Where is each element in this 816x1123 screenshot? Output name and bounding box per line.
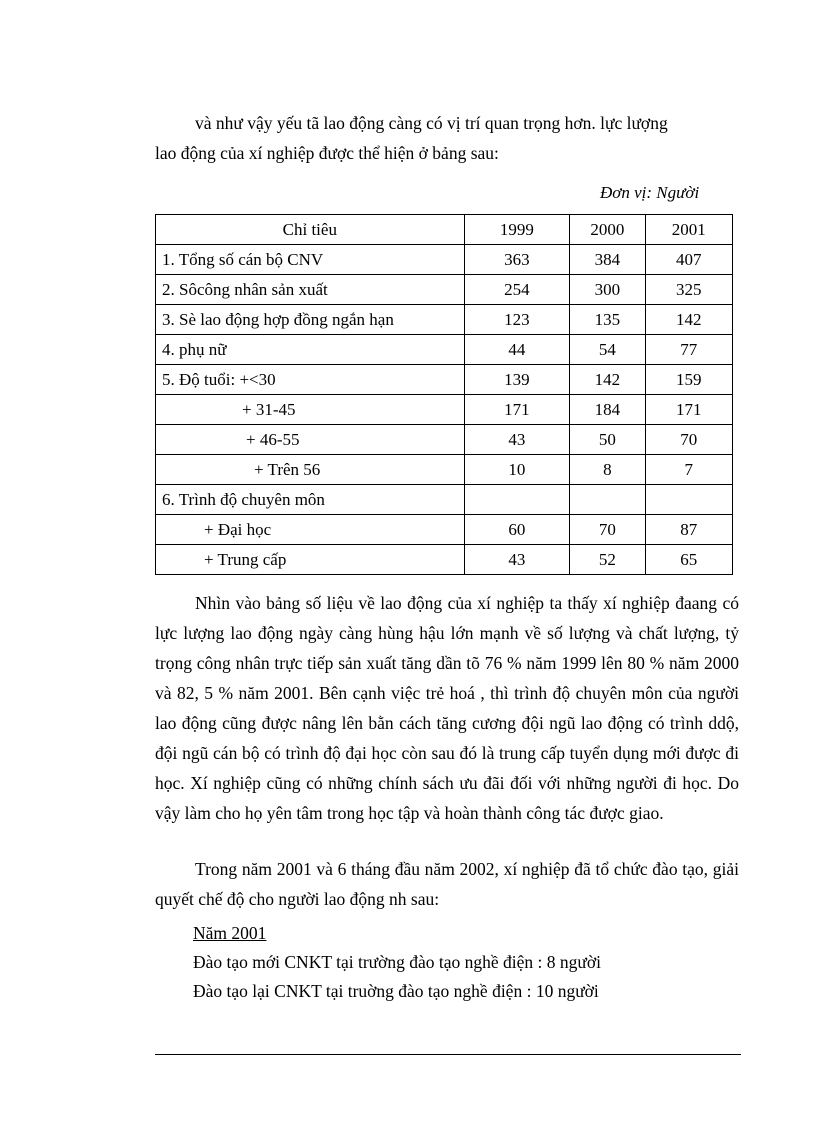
table-row xyxy=(156,245,733,275)
row-value-2001: 171 xyxy=(645,395,732,425)
footer-rule xyxy=(155,1054,741,1055)
row-value-2000: 54 xyxy=(570,335,645,365)
table-body xyxy=(156,245,733,575)
row-value-1999: 43 xyxy=(464,545,570,575)
table-header-row xyxy=(156,215,733,245)
row-value-2001: 7 xyxy=(645,455,732,485)
table-row xyxy=(156,395,733,425)
header-year-1999: 1999 xyxy=(464,215,570,245)
table-row xyxy=(156,425,733,455)
row-value-1999: 44 xyxy=(464,335,570,365)
row-label: + 31-45 xyxy=(156,395,465,425)
row-value-2001: 65 xyxy=(645,545,732,575)
table-row xyxy=(156,515,733,545)
row-value-1999: 171 xyxy=(464,395,570,425)
row-label: + Trung cấp xyxy=(156,545,465,575)
training-item-1: Đào tạo mới CNKT tại trường đào tạo nghề điện : 8 người xyxy=(193,952,602,972)
row-label: 5. Độ tuổi: +<30 xyxy=(156,365,465,395)
row-value-2000: 184 xyxy=(570,395,645,425)
table-row xyxy=(156,305,733,335)
row-value-2000: 300 xyxy=(570,275,645,305)
row-label: 4. phụ nữ xyxy=(156,335,465,365)
row-value-2001: 142 xyxy=(645,305,732,335)
analysis-paragraph xyxy=(155,588,739,828)
row-value-2000: 135 xyxy=(570,305,645,335)
row-label: + Trên 56 xyxy=(156,455,465,485)
table-row xyxy=(156,335,733,365)
row-value-2001: 159 xyxy=(645,365,732,395)
training-paragraph xyxy=(155,854,739,914)
table-row xyxy=(156,275,733,305)
row-value-2000: 142 xyxy=(570,365,645,395)
header-label: Chỉ tiêu xyxy=(156,215,465,245)
row-value-2000: 384 xyxy=(570,245,645,275)
table-row xyxy=(156,455,733,485)
table-row xyxy=(156,545,733,575)
header-year-2000: 2000 xyxy=(570,215,645,245)
row-label: 3. Sè lao động hợp đồng ngắn hạn xyxy=(156,305,465,335)
row-value-2000 xyxy=(570,485,645,515)
year-heading: Năm 2001 xyxy=(193,923,267,943)
training-text: Trong năm 2001 và 6 tháng đầu năm 2002, xí nghiệp đã tổ chức đào tạo, giải quyết chế độ cho người lao động nh sau: xyxy=(155,859,739,909)
header-year-2001: 2001 xyxy=(645,215,732,245)
row-label: 6. Trình độ chuyên môn xyxy=(156,485,465,515)
table-row xyxy=(156,365,733,395)
row-label: + 46-55 xyxy=(156,425,465,455)
row-value-2001: 407 xyxy=(645,245,732,275)
labor-table xyxy=(155,214,733,575)
intro-paragraph xyxy=(155,108,739,168)
row-value-2000: 70 xyxy=(570,515,645,545)
row-label: 1. Tổng số cán bộ CNV xyxy=(156,245,465,275)
row-value-1999: 60 xyxy=(464,515,570,545)
row-value-1999: 10 xyxy=(464,455,570,485)
analysis-text: Nhìn vào bảng số liệu về lao động của xí nghiệp ta thấy xí nghiệp đaang có lực lượng lao động ngày càng hùng hậu lớn mạnh về số lượng và chất lượng, tỷ trọng công nhân trực tiếp sản xuất tăng dần tõ 76 % năm 1999 lên 80 % năm 2000 và 82, 5 % năm 2001. Bên cạnh việc trẻ hoá , thì trình độ chuyên môn của người lao động cũng được nâng lên bằn cách tăng cương đội ngũ lao động có trình ddộ, đội ngũ cán bộ có trình độ đại học còn sau đó là trung cấp tuyển dụng mới được đi học. Xí nghiệp cũng có những chính sách ưu đãi đối với những người đi học. Do vậy làm cho họ yên tâm trong học tập và hoàn thành công tác được giao. xyxy=(155,593,739,823)
row-label: + Đại học xyxy=(156,515,465,545)
row-value-1999: 254 xyxy=(464,275,570,305)
row-value-1999: 363 xyxy=(464,245,570,275)
row-value-2001: 325 xyxy=(645,275,732,305)
intro-line-2: lao động của xí nghiệp được thể hiện ở bảng sau: xyxy=(155,143,499,163)
row-value-2001: 87 xyxy=(645,515,732,545)
row-value-2000: 52 xyxy=(570,545,645,575)
table-row xyxy=(156,485,733,515)
row-value-1999: 123 xyxy=(464,305,570,335)
row-value-2000: 50 xyxy=(570,425,645,455)
row-value-2001: 77 xyxy=(645,335,732,365)
row-value-2001 xyxy=(645,485,732,515)
row-value-1999 xyxy=(464,485,570,515)
unit-label: Đơn vị: Người xyxy=(600,183,700,202)
training-list xyxy=(193,919,601,1006)
row-value-1999: 43 xyxy=(464,425,570,455)
row-value-1999: 139 xyxy=(464,365,570,395)
intro-line-1: và như vậy yếu tã lao động càng có vị trí quan trọng hơn. lực lượng xyxy=(195,113,668,133)
row-value-2001: 70 xyxy=(645,425,732,455)
row-value-2000: 8 xyxy=(570,455,645,485)
row-label: 2. Sôcông nhân sản xuất xyxy=(156,275,465,305)
training-item-2: Đào tạo lại CNKT tại truờng đào tạo nghề điện : 10 người xyxy=(193,981,599,1001)
